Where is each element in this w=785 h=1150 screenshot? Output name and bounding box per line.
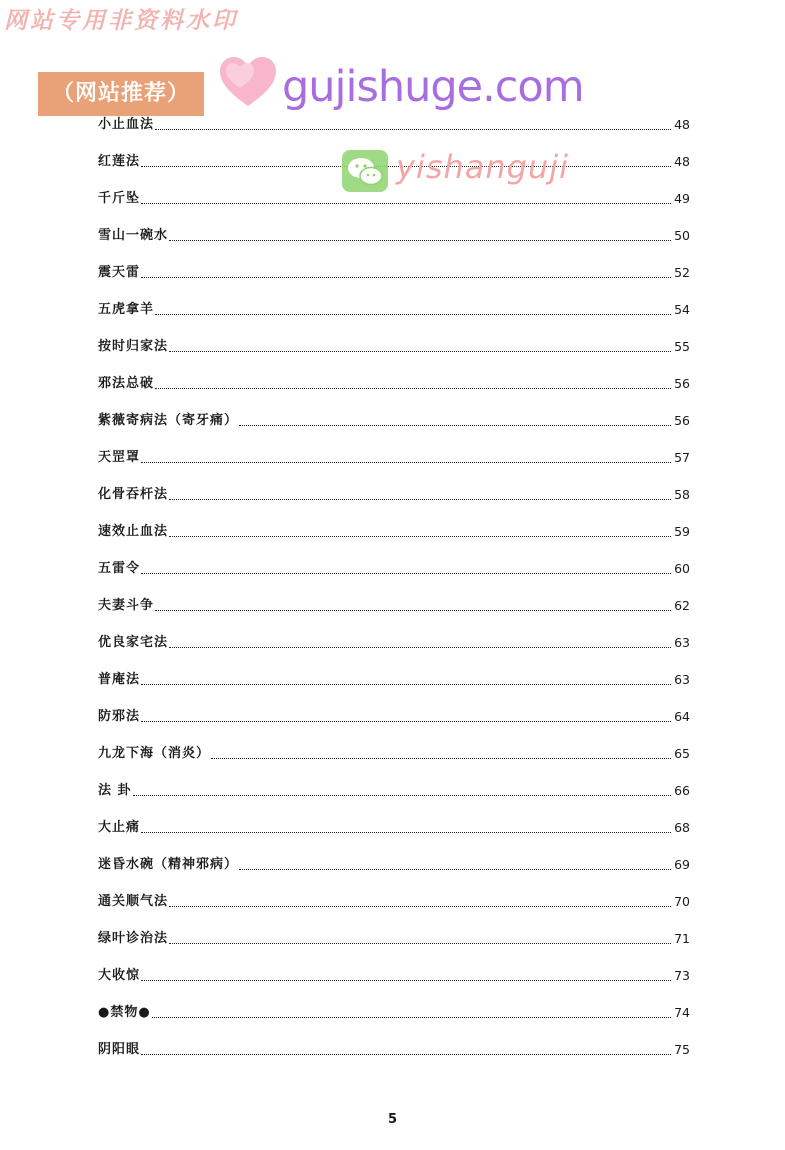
toc-entry-page: 65 bbox=[674, 746, 690, 761]
toc-dot-leader bbox=[155, 313, 671, 315]
toc-entry-page: 55 bbox=[674, 339, 690, 354]
toc-dot-leader bbox=[141, 1053, 671, 1055]
watermark-domain-primary: gujishuge.com bbox=[282, 62, 584, 112]
toc-entry-page: 49 bbox=[674, 191, 690, 206]
toc-entry[interactable] bbox=[98, 429, 690, 466]
toc-entry[interactable] bbox=[98, 725, 690, 762]
watermark-badge: （网站推荐） bbox=[38, 72, 204, 116]
toc-entry-title: 邪法总破 bbox=[98, 376, 155, 391]
toc-entry-title: 大收惊 bbox=[98, 968, 141, 983]
toc-entry-title: 优良家宅法 bbox=[98, 635, 169, 650]
toc-entry-title: 千斤坠 bbox=[98, 191, 141, 206]
toc-entry-page: 69 bbox=[674, 857, 690, 872]
toc-entry-title: 五虎拿羊 bbox=[98, 302, 155, 317]
wechat-icon bbox=[342, 150, 388, 192]
toc-dot-leader bbox=[141, 461, 671, 463]
toc-dot-leader bbox=[155, 609, 671, 611]
toc-entry[interactable] bbox=[98, 170, 690, 207]
toc-dot-leader bbox=[169, 350, 671, 352]
toc-entry-page: 56 bbox=[674, 376, 690, 391]
toc-entry[interactable] bbox=[98, 392, 690, 429]
toc-dot-leader bbox=[155, 387, 671, 389]
toc-dot-leader bbox=[169, 942, 671, 944]
toc-entry-page: 52 bbox=[674, 265, 690, 280]
toc-dot-leader bbox=[169, 646, 671, 648]
toc-entry[interactable] bbox=[98, 540, 690, 577]
toc-entry[interactable] bbox=[98, 207, 690, 244]
toc-dot-leader bbox=[141, 276, 671, 278]
toc-entry-page: 48 bbox=[674, 154, 690, 169]
toc-entry-page: 66 bbox=[674, 783, 690, 798]
toc-dot-leader bbox=[152, 1016, 671, 1018]
toc-entry[interactable] bbox=[98, 1021, 690, 1058]
toc-entry[interactable] bbox=[98, 281, 690, 318]
toc-dot-leader bbox=[239, 868, 671, 870]
toc-entry-title: 雪山一碗水 bbox=[98, 228, 169, 243]
toc-entry-page: 70 bbox=[674, 894, 690, 909]
toc-entry[interactable] bbox=[98, 873, 690, 910]
toc-entry[interactable] bbox=[98, 244, 690, 281]
toc-entry-page: 63 bbox=[674, 635, 690, 650]
toc-entry[interactable] bbox=[98, 503, 690, 540]
toc-entry[interactable] bbox=[98, 614, 690, 651]
toc-entry-page: 73 bbox=[674, 968, 690, 983]
toc-entry-page: 74 bbox=[674, 1005, 690, 1020]
toc-entry-page: 54 bbox=[674, 302, 690, 317]
toc-entry-title: 紫薇寄病法（寄牙痛） bbox=[98, 413, 239, 428]
toc-dot-leader bbox=[141, 979, 671, 981]
toc-entry-title: 化骨吞杆法 bbox=[98, 487, 169, 502]
toc-entry[interactable] bbox=[98, 836, 690, 873]
toc-dot-leader bbox=[141, 683, 671, 685]
toc-entry-title: 红莲法 bbox=[98, 154, 141, 169]
toc-entry[interactable] bbox=[98, 355, 690, 392]
toc-dot-leader bbox=[141, 202, 671, 204]
toc-entry-title: 绿叶诊治法 bbox=[98, 931, 169, 946]
toc-entry-title: 夫妻斗争 bbox=[98, 598, 155, 613]
toc-entry-page: 60 bbox=[674, 561, 690, 576]
toc-entry-title: 大止痛 bbox=[98, 820, 141, 835]
toc-entry[interactable] bbox=[98, 947, 690, 984]
toc-entry-title: 阴阳眼 bbox=[98, 1042, 141, 1057]
toc-entry-page: 58 bbox=[674, 487, 690, 502]
toc-entry[interactable] bbox=[98, 910, 690, 947]
toc-entry-title: 普庵法 bbox=[98, 672, 141, 687]
toc-entry-page: 75 bbox=[674, 1042, 690, 1057]
toc-dot-leader bbox=[169, 239, 671, 241]
toc-entry[interactable] bbox=[98, 762, 690, 799]
toc-entry-page: 50 bbox=[674, 228, 690, 243]
toc-entry-title: 按时归家法 bbox=[98, 339, 169, 354]
toc-entry-page: 64 bbox=[674, 709, 690, 724]
toc-dot-leader bbox=[169, 498, 671, 500]
watermark-top-text: 网站专用非资料水印 bbox=[4, 8, 238, 34]
toc-entry-title: 五雷令 bbox=[98, 561, 141, 576]
toc-entry-title: 速效止血法 bbox=[98, 524, 169, 539]
toc-dot-leader bbox=[141, 572, 671, 574]
toc-dot-leader bbox=[133, 794, 671, 796]
toc-entry-page: 59 bbox=[674, 524, 690, 539]
toc-entry-page: 48 bbox=[674, 117, 690, 132]
toc-entry-page: 71 bbox=[674, 931, 690, 946]
toc-entry[interactable] bbox=[98, 799, 690, 836]
toc-dot-leader bbox=[239, 424, 671, 426]
toc-entry-page: 62 bbox=[674, 598, 690, 613]
toc-entry-title: 震天雷 bbox=[98, 265, 141, 280]
toc-entry-page: 68 bbox=[674, 820, 690, 835]
toc-entry[interactable] bbox=[98, 651, 690, 688]
toc-entry[interactable] bbox=[98, 577, 690, 614]
toc-entry-title: ●禁物● bbox=[98, 1005, 151, 1020]
toc-entry-title: 通关顺气法 bbox=[98, 894, 169, 909]
toc-entry-title: 法 卦 bbox=[98, 783, 132, 798]
toc-entry-title: 九龙下海（消炎） bbox=[98, 746, 211, 761]
toc-entry[interactable] bbox=[98, 984, 690, 1021]
toc-entry-title: 小止血法 bbox=[98, 117, 155, 132]
watermark-domain-secondary: yishanguji bbox=[396, 148, 570, 186]
toc-entry[interactable] bbox=[98, 466, 690, 503]
toc-entry[interactable] bbox=[98, 318, 690, 355]
toc-dot-leader bbox=[155, 128, 671, 130]
toc-entry-title: 迷昏水碗（精神邪病） bbox=[98, 857, 239, 872]
toc-dot-leader bbox=[169, 535, 671, 537]
toc-dot-leader bbox=[141, 720, 671, 722]
toc-entry-page: 63 bbox=[674, 672, 690, 687]
toc-entry-title: 天罡罩 bbox=[98, 450, 141, 465]
toc-dot-leader bbox=[211, 757, 671, 759]
toc-entry[interactable] bbox=[98, 688, 690, 725]
toc-dot-leader bbox=[141, 831, 671, 833]
toc-entry[interactable] bbox=[98, 133, 690, 170]
toc-dot-leader bbox=[169, 905, 671, 907]
toc-entry-title: 防邪法 bbox=[98, 709, 141, 724]
toc-entry-page: 56 bbox=[674, 413, 690, 428]
toc-entry-page: 57 bbox=[674, 450, 690, 465]
page-number: 5 bbox=[387, 1112, 398, 1127]
table-of-contents bbox=[98, 96, 690, 1058]
hearts-icon bbox=[218, 54, 278, 110]
